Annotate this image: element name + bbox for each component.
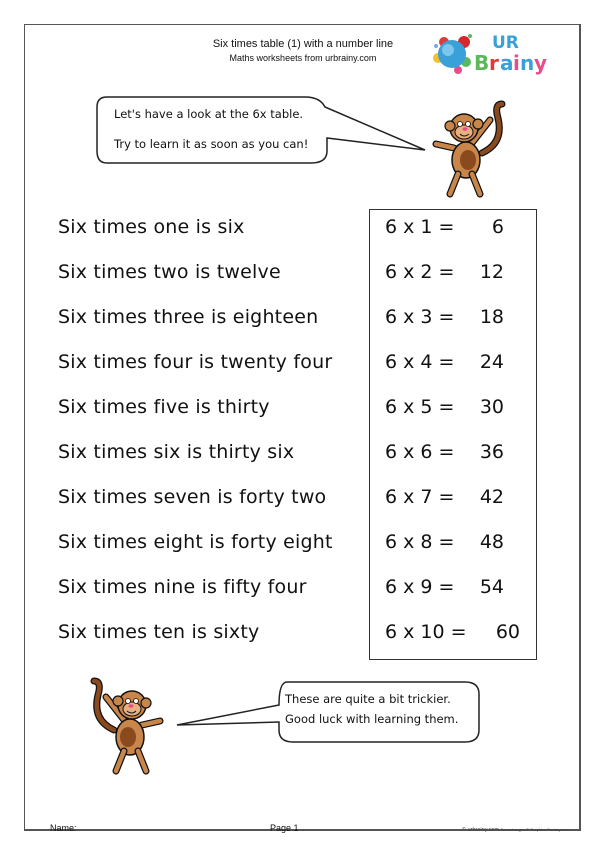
equation: 6 x 9 = xyxy=(385,576,455,598)
equation-row xyxy=(385,621,520,643)
answer: 30 xyxy=(479,396,504,418)
worksheet-title: Six times table (1) with a number line xyxy=(212,38,394,50)
svg-text:UR: UR xyxy=(492,33,519,53)
equation: 6 x 5 = xyxy=(385,396,455,418)
name-label: Name: xyxy=(50,823,77,833)
speech-top-line1: Let's have a look at the 6x table. xyxy=(114,107,304,121)
row-words: Six times ten is sixty xyxy=(58,621,260,643)
answer: 12 xyxy=(479,261,504,283)
image-credit: Some images © Graphics Factory.com xyxy=(500,827,569,832)
row-words: Six times two is twelve xyxy=(58,261,281,283)
worksheet-subtitle: Maths worksheets from urbrainy.com xyxy=(229,53,377,63)
equation-row xyxy=(385,441,504,463)
equation-row xyxy=(385,486,504,508)
equation: 6 x 3 = xyxy=(385,306,455,328)
svg-text:i: i xyxy=(513,51,520,75)
answer: 42 xyxy=(479,486,504,508)
svg-text:r: r xyxy=(489,51,499,75)
row-words: Six times four is twenty four xyxy=(58,351,333,373)
equation: 6 x 7 = xyxy=(385,486,455,508)
speech-bubble-top xyxy=(95,95,435,165)
copyright-text: © urbrainy.com xyxy=(462,827,499,833)
equation: 6 x 4 = xyxy=(385,351,455,373)
answer: 48 xyxy=(479,531,504,553)
svg-text:a: a xyxy=(500,51,514,75)
equation-row xyxy=(385,396,504,418)
urbrainy-logo-icon xyxy=(430,28,550,76)
row-words: Six times six is thirty six xyxy=(58,441,295,463)
row-words: Six times one is six xyxy=(58,216,245,238)
row-words: Six times five is thirty xyxy=(58,396,270,418)
monkey-illustration-icon xyxy=(84,675,164,775)
row-words: Six times three is eighteen xyxy=(58,306,319,328)
answer: 18 xyxy=(479,306,504,328)
equation-row xyxy=(385,531,504,553)
answer: 54 xyxy=(479,576,504,598)
equation-row xyxy=(385,216,504,238)
svg-text:y: y xyxy=(534,51,548,75)
equation-row xyxy=(385,306,504,328)
equation: 6 x 1 = xyxy=(385,216,455,238)
equation-row xyxy=(385,351,504,373)
answer: 24 xyxy=(479,351,504,373)
row-words: Six times seven is forty two xyxy=(58,486,327,508)
copyright xyxy=(462,827,569,833)
equation: 6 x 2 = xyxy=(385,261,455,283)
speech-bottom-line1: These are quite a bit trickier. xyxy=(285,692,451,706)
monkey-illustration-icon xyxy=(432,98,512,198)
answer: 6 xyxy=(491,216,504,238)
equation-row xyxy=(385,261,504,283)
svg-text:B: B xyxy=(474,51,490,75)
answer: 60 xyxy=(495,621,520,643)
row-words: Six times nine is fifty four xyxy=(58,576,307,598)
equation: 6 x 10 = xyxy=(385,621,467,643)
equation-row xyxy=(385,576,504,598)
row-words: Six times eight is forty eight xyxy=(58,531,333,553)
equation: 6 x 8 = xyxy=(385,531,455,553)
speech-bottom-line2: Good luck with learning them. xyxy=(285,712,459,726)
answer: 36 xyxy=(479,441,504,463)
page-number: Page 1 xyxy=(270,823,299,833)
svg-text:n: n xyxy=(520,51,535,75)
equation: 6 x 6 = xyxy=(385,441,455,463)
speech-top-line2: Try to learn it as soon as you can! xyxy=(114,137,309,151)
